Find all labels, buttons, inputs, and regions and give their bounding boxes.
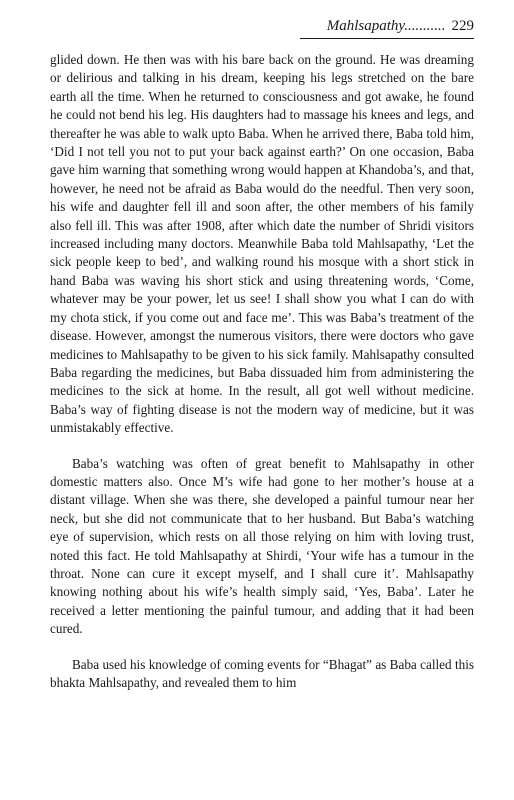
body-text <box>50 51 474 692</box>
paragraph-3: Baba used his knowledge of coming events for “Bhagat” as Baba called this bhakta Mahlsapathy, and revealed them to him <box>50 656 474 690</box>
paragraph-1: glided down. He then was with his bare back on the ground. He was dreaming or delirious and talking in his dream, keeping his legs stretched on the bare earth all the time. When he returned to consciousness and got awake, he found he could not bend his leg. His daughters had to massage his knees and legs, and thereafter he was able to walk upto Baba. When he arrived there, Baba told him, ‘Did I not tell you not to put your back against earth?’ On one occasion, Baba gave him warning that something wrong would happen at Khandoba’s, and that, however, he need not be afraid as Baba would do the needful. Then very soon, his wife and daughter fell ill and soon after, the other members of his family also fell ill. This was after 1908, after which date the number of Shridi visitors increased including many doctors. Meanwhile Baba told Mahlsapathy, ‘Let the sick people keep to bed’, and walking round his mosque with a short stick in hand Baba was waving his short stick and using threatening words, ‘Come, whatever may be your power, let us see! I shall show you what I can do with my chota stick, if you come out and face me’. This was Baba’s treatment of the disease. However, amongst the numerous visitors, there were doctors who gave medicines to Mahlsapathy to be given to his sick family. Mahlsapathy consulted Baba regarding the medicines, but Baba dissuaded him from administering the medicines to the sick at home. In the result, all got well without medicine. Baba’s way of fighting disease is not the modern way of medicine, but it was unmistakably effective. <box>50 52 474 436</box>
header-rule <box>300 38 474 39</box>
page-number: 229 <box>451 18 474 34</box>
header-text <box>327 16 474 36</box>
paragraph-2: Baba’s watching was often of great benefit to Mahlsapathy in other domestic matters also. Once M’s wife had gone to her mother’s house at a distant village. When she was there, she developed a painful tumour near her neck, but she did not communicate that to her husband. But Baba’s watching eye of supervision, which rests on all those relying on him with loving trust, noted this fact. He told Mahlsapathy at Shirdi, ‘Your wife has a tumour in the throat. None can cure it except myself, and I shall cure it’. Mahlsapathy knowing nothing about his wife’s health simply said, ‘Yes, Baba’. Later he received a letter mentioning the painful tumour, and adding that it had been cured. <box>50 455 474 637</box>
header-title: Mahlsapathy........... <box>326 18 446 34</box>
running-header <box>0 16 514 42</box>
